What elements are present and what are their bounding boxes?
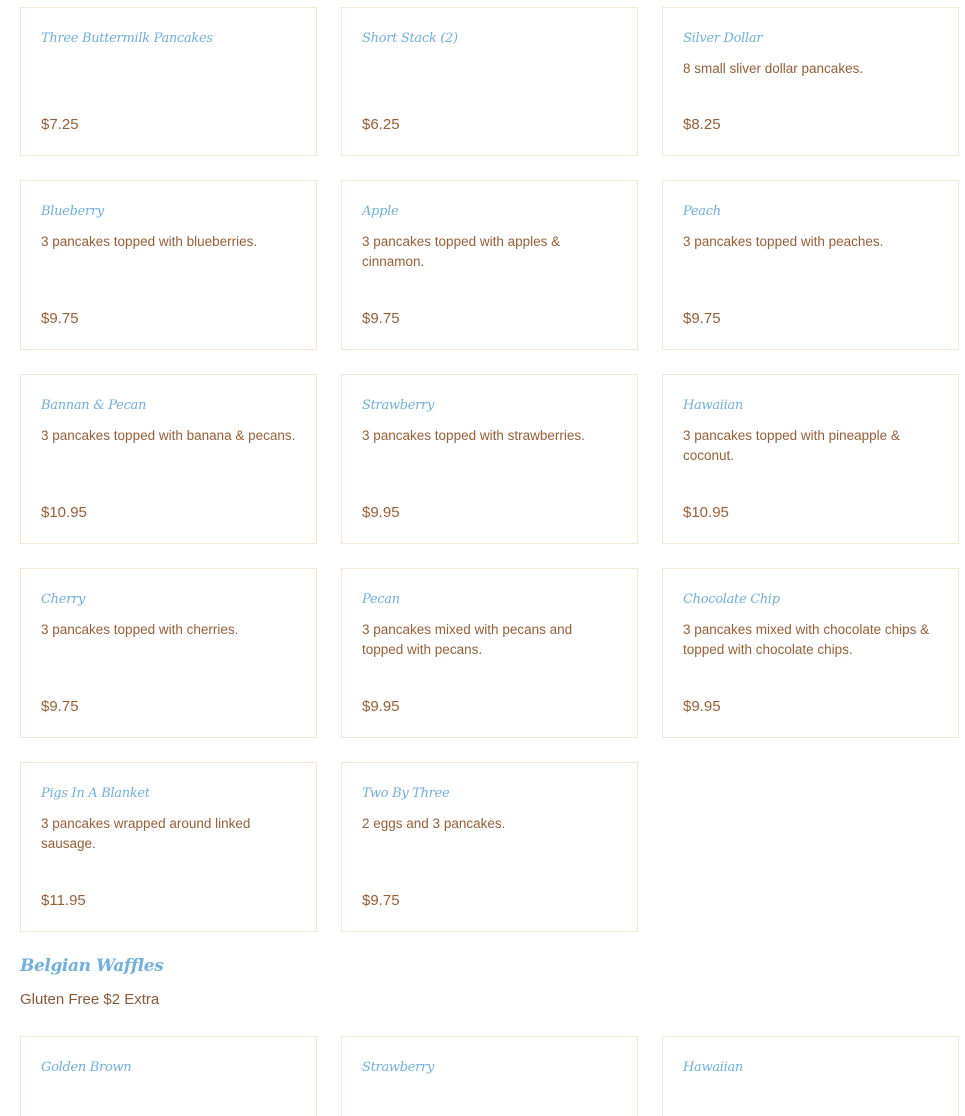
menu-item-price: $9.75 [362, 310, 400, 327]
menu-item-card [662, 1036, 959, 1116]
menu-item-card [341, 568, 638, 738]
menu-item-name: Peach [683, 204, 721, 219]
menu-item-description: 3 pancakes topped with pineapple & coconut. [683, 428, 900, 463]
menu-item-description: 3 pancakes topped with blueberries. [41, 234, 258, 249]
menu-item-description: 2 eggs and 3 pancakes. [362, 816, 506, 831]
menu-item-price: $10.95 [41, 504, 87, 521]
menu-item-description: 3 pancakes mixed with chocolate chips & topped with chocolate chips. [683, 622, 930, 657]
menu-item-card [20, 374, 317, 544]
menu-item-description: 3 pancakes topped with strawberries. [362, 428, 585, 443]
menu-item-price: $9.95 [683, 698, 721, 715]
menu-item-price: $9.95 [362, 698, 400, 715]
menu-item-name: Short Stack (2) [362, 31, 458, 46]
menu-item-card [20, 7, 317, 156]
menu-item-description: 8 small sliver dollar pancakes. [683, 61, 864, 76]
menu-item-price: $8.25 [683, 116, 721, 133]
menu-item-card [662, 568, 959, 738]
menu-item-card [341, 180, 638, 350]
menu-item-card [341, 1036, 638, 1116]
pancakes-menu-grid [20, 7, 960, 932]
menu-item-card [20, 180, 317, 350]
menu-item-price: $7.25 [41, 116, 79, 133]
waffles-menu-grid [20, 1036, 960, 1116]
menu-item-name: Cherry [41, 592, 85, 607]
menu-item-name: Apple [362, 204, 399, 219]
menu-item-card [662, 180, 959, 350]
menu-item-name: Bannan & Pecan [41, 398, 147, 413]
menu-item-card [341, 7, 638, 156]
menu-item-card [662, 374, 959, 544]
menu-item-name: Chocolate Chip [683, 592, 780, 607]
menu-item-name: Hawaiian [683, 398, 744, 413]
menu-item-name: Two By Three [362, 786, 450, 801]
menu-item-name: Blueberry [41, 204, 104, 219]
menu-item-price: $9.95 [362, 504, 400, 521]
menu-item-name: Strawberry [362, 398, 435, 413]
menu-item-card [341, 374, 638, 544]
menu-item-description: 3 pancakes mixed with pecans and topped with pecans. [362, 622, 573, 657]
menu-item-description: 3 pancakes wrapped around linked sausage. [41, 816, 251, 851]
menu-item-name: Three Buttermilk Pancakes [41, 31, 213, 46]
section-title-belgian-waffles: Belgian Waffles [20, 956, 164, 976]
menu-item-name: Golden Brown [41, 1060, 132, 1075]
menu-item-description: 3 pancakes topped with banana & pecans. [41, 428, 296, 443]
menu-item-name: Strawberry [362, 1060, 435, 1075]
menu-item-price: $10.95 [683, 504, 729, 521]
section-note-gluten-free: Gluten Free $2 Extra [20, 991, 160, 1008]
menu-item-description: 3 pancakes topped with apples & cinnamon. [362, 234, 561, 269]
menu-item-description: 3 pancakes topped with peaches. [683, 234, 884, 249]
menu-item-price: $6.25 [362, 116, 400, 133]
menu-item-card [20, 568, 317, 738]
menu-item-price: $9.75 [41, 310, 79, 327]
menu-item-card [662, 7, 959, 156]
menu-item-price: $9.75 [362, 892, 400, 909]
menu-item-price: $11.95 [41, 892, 86, 909]
menu-item-name: Pecan [362, 592, 400, 607]
menu-item-price: $9.75 [683, 310, 721, 327]
menu-item-card [20, 762, 317, 932]
menu-item-card [341, 762, 638, 932]
menu-item-card [20, 1036, 317, 1116]
menu-item-name: Pigs In A Blanket [41, 786, 150, 801]
menu-item-price: $9.75 [41, 698, 79, 715]
menu-item-description: 3 pancakes topped with cherries. [41, 622, 239, 637]
menu-item-name: Hawaiian [683, 1060, 744, 1075]
menu-item-name: Silver Dollar [683, 31, 763, 46]
